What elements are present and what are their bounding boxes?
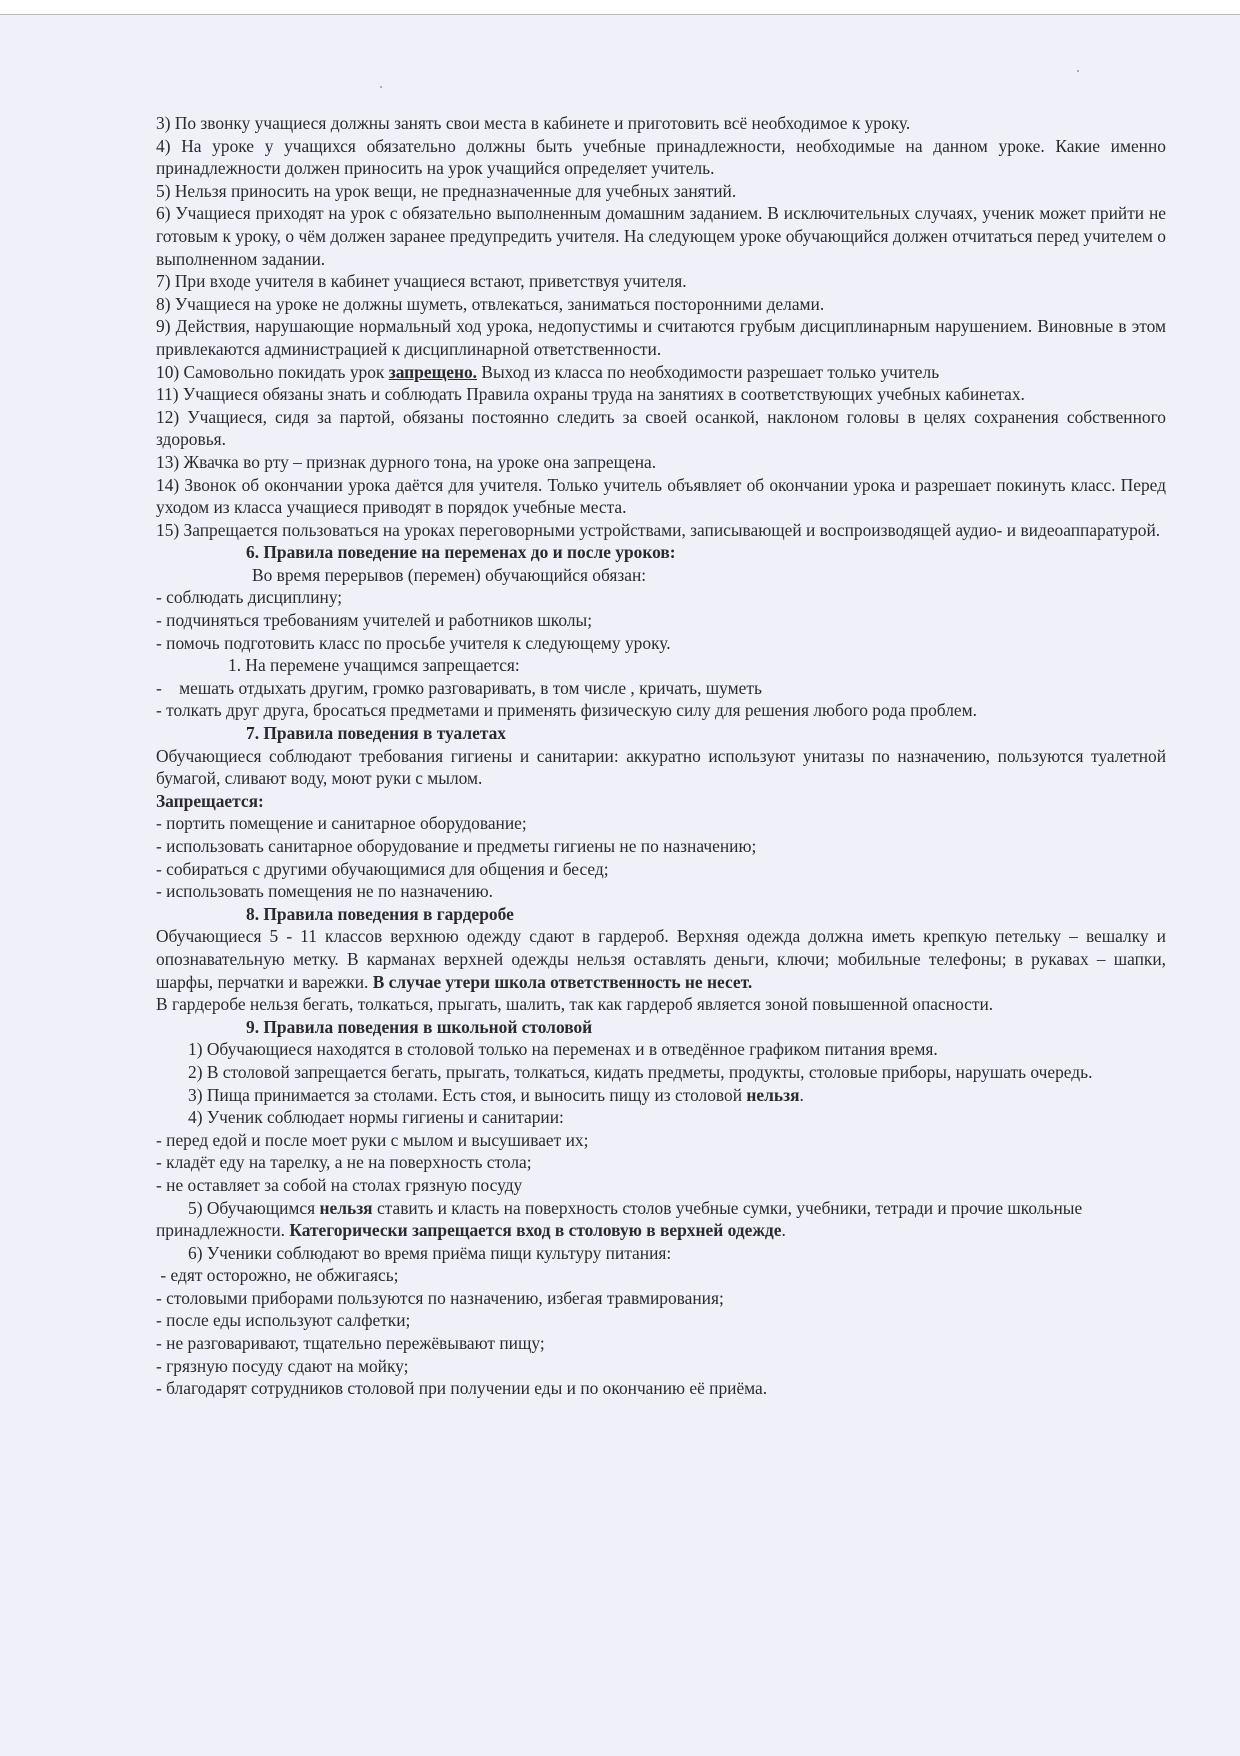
rule-item: 1) Обучающиеся находятся в столовой только на переменах и в отведённое графиком питания время. <box>188 1039 938 1060</box>
bold-word: нельзя <box>319 1197 373 1218</box>
section-intro: Во время перерывов (перемен) обучающийся обязан: <box>252 564 647 585</box>
section-text-part: Обучающиеся 5 - 11 классов верхнюю одежду сдают в гардероб. Верхняя одежда должна иметь крепкую петельку – вешалку и опознавательную метку. В карманах верхней одежды нельзя оставлять деньги, ключи; мобильные телефоны; в рукавах – шапки, шарфы, перчатки и варежки. <box>156 926 1166 992</box>
rule-item: 5) Нельзя приносить на урок вещи, не предназначенные для учебных занятий. <box>156 180 737 201</box>
list-item: - не оставляет за собой на столах грязную посуду <box>156 1174 523 1195</box>
list-item: - собираться с другими обучающимися для общения и бесед; <box>156 858 609 879</box>
rule-item: 8) Учащиеся на уроке не должны шуметь, отвлекаться, заниматься посторонними делами. <box>156 293 825 314</box>
section-text <box>156 925 1166 993</box>
lesson-rules <box>156 112 1166 541</box>
scan-speck <box>1077 70 1079 72</box>
list-item: - кладёт еду на тарелку, а не на поверхность стола; <box>156 1152 532 1173</box>
rule-item: 4) Ученик соблюдает нормы гигиены и санитарии: <box>188 1107 564 1128</box>
rule-item: 4) На уроке у учащихся обязательно должны быть учебные принадлежности, необходимые на данном уроке. Какие именно принадлежности должен приносить на урок учащийся определяет учитель. <box>156 135 1166 179</box>
rule-text: ставить и класть на поверхность столов учебные сумки, учебники, тетради и прочие школьные принадлежности. <box>156 1197 1083 1241</box>
rule-item-10 <box>156 361 1166 384</box>
section-heading: 6. Правила поведение на переменах до и после уроков: <box>246 542 676 563</box>
rule-item: 9) Действия, нарушающие нормальный ход урока, недопустимы и считаются грубым дисциплинарным нарушением. Виновные в этом привлекаются администрацией к дисциплинарной ответственности. <box>156 316 1166 359</box>
section-cloakroom <box>156 903 1166 1016</box>
section-toilets <box>156 722 1166 903</box>
bold-notice: В случае утери школа ответственность не несет. <box>372 971 753 992</box>
list-item: - грязную посуду сдают на мойку; <box>156 1355 409 1376</box>
rule-text: 3) Пища принимается за столами. Есть стоя, и выносить пищу из столовой <box>188 1084 747 1105</box>
scan-speck <box>380 86 382 88</box>
rule-item <box>156 1197 1166 1242</box>
bold-notice: Категорически запрещается вход в столовую в верхней одежде <box>289 1220 782 1241</box>
list-item: - помочь подготовить класс по просьбе учителя к следующему уроку. <box>156 632 671 653</box>
section-heading: 8. Правила поведения в гардеробе <box>246 903 514 924</box>
rule-item <box>156 1084 1166 1107</box>
section-canteen <box>156 1016 1166 1400</box>
list-item: - соблюдать дисциплину; <box>156 587 343 608</box>
list-item: - едят осторожно, не обжигаясь; <box>156 1265 399 1286</box>
list-item: - использовать санитарное оборудование и предметы гигиены не по назначению; <box>156 836 757 856</box>
list-item: - использовать помещения не по назначению. <box>156 881 493 902</box>
rule-item: 7) При входе учителя в кабинет учащиеся встают, приветствуя учителя. <box>156 271 687 292</box>
list-item: - столовыми приборами пользуются по назначению, избегая травмирования; <box>156 1287 724 1308</box>
section-heading: 7. Правила поведения в туалетах <box>246 723 506 744</box>
rule-item: 11) Учащиеся обязаны знать и соблюдать Правила охраны труда на занятиях в соответствующих учебных кабинетах. <box>156 384 1025 405</box>
section-heading: 9. Правила поведения в школьной столовой <box>246 1016 593 1037</box>
rule-item: 14) Звонок об окончании урока даётся для учителя. Только учитель объявляет об окончании урока и разрешает покинуть класс. Перед уходом из класса учащиеся приводят в порядок учебные места. <box>156 474 1166 518</box>
subsection-heading: 1. На перемене учащимся запрещается: <box>228 655 520 676</box>
rule-item: 13) Жвачка во рту – признак дурного тона, на уроке она запрещена. <box>156 451 657 472</box>
list-item: - не разговаривают, тщательно пережёвывают пищу; <box>156 1333 545 1354</box>
section-text: В гардеробе нельзя бегать, толкаться, прыгать, шалить, так как гардероб является зоной повышенной опасности. <box>156 994 994 1015</box>
rule-text: 5) Обучающимся <box>188 1197 320 1218</box>
emphasis-forbidden: запрещено. <box>388 361 478 382</box>
rule-item: 15) Запрещается пользоваться на уроках переговорными устройствами, записывающей и воспроизводящей аудио- и видеоаппаратурой. <box>156 519 1161 540</box>
rule-item: 12) Учащиеся, сидя за партой, обязаны постоянно следить за своей осанкой, наклоном головы в целях сохранения собственного здоровья. <box>156 406 1166 450</box>
list-item: - мешать отдыхать другим, громко разговаривать, в том числе , кричать, шуметь <box>156 677 762 698</box>
rule-item: 6) Учащиеся приходят на урок с обязательно выполненным домашним заданием. В исключительных случаях, ученик может прийти не готовым к уроку, о чём должен заранее предупредить учителя. На следующем уроке обучающийся должен отчитаться перед учителем о выполненном задании. <box>156 203 1166 269</box>
section-text: Обучающиеся соблюдают требования гигиены и санитарии: аккуратно используют унитазы по назначению, пользуются туалетной бумагой, сливают воду, моют руки с мылом. <box>156 745 1166 789</box>
rule-item: 6) Ученики соблюдают во время приёма пищи культуру питания: <box>188 1242 672 1263</box>
rule-item: 2) В столовой запрещается бегать, прыгать, толкаться, кидать предметы, продукты, столовые приборы, нарушать очередь. <box>188 1061 1093 1082</box>
rule-text: . <box>799 1084 804 1105</box>
rule-item: 3) По звонку учащиеся должны занять свои места в кабинете и приготовить всё необходимое к уроку. <box>156 113 911 133</box>
list-item: - перед едой и после моет руки с мылом и высушивает их; <box>156 1129 589 1150</box>
bold-word: нельзя <box>746 1084 800 1105</box>
forbidden-label: Запрещается: <box>156 790 264 811</box>
rule-text: Выход из класса по необходимости разрешает только учитель <box>477 361 940 382</box>
list-item: - подчиняться требованиям учителей и работников школы; <box>156 610 593 631</box>
list-item: - портить помещение и санитарное оборудование; <box>156 813 527 834</box>
list-item: - после еды используют салфетки; <box>156 1310 411 1331</box>
list-item: - толкать друг друга, бросаться предметами и применять физическую силу для решения любого рода проблем. <box>156 700 977 721</box>
section-breaks <box>156 541 1166 722</box>
rule-text: 10) Самовольно покидать урок <box>156 361 389 382</box>
list-item: - благодарят сотрудников столовой при получении еды и по окончанию её приёма. <box>156 1378 768 1399</box>
document-body <box>156 112 1166 1400</box>
rule-text: . <box>781 1220 786 1241</box>
